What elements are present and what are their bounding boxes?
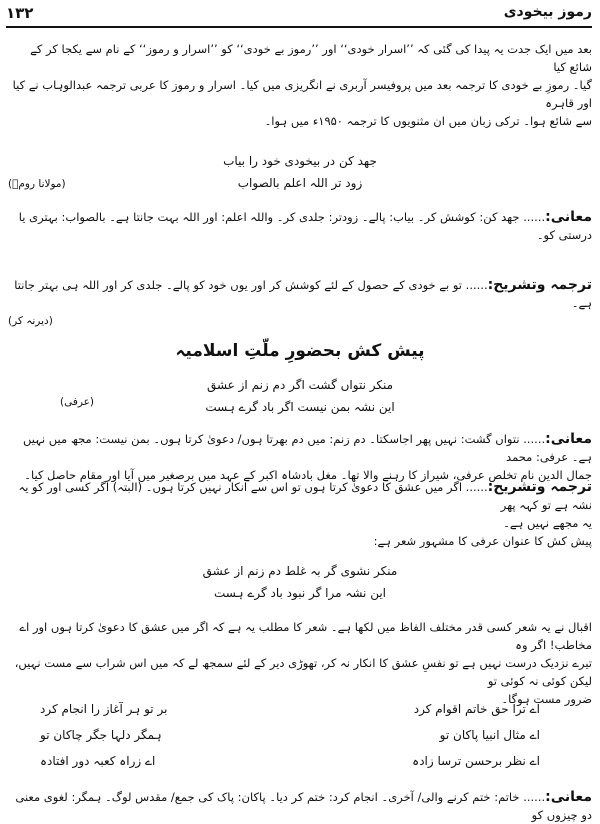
intro-paragraph	[8, 40, 592, 130]
translation-attribution: (دیرنہ کر)	[8, 315, 53, 327]
intro-line: گیا۔ رموزِ بے خودی کا ترجمہ بعد میں پروفیسر آربری نے انگریزی میں کیا۔ اسرار و رموز کا عربی ترجمہ عبدالوہاب نے کیا اور قاہرہ	[12, 78, 592, 110]
verse-one	[60, 150, 540, 194]
verse-line: منکر نتواں گشت اگر دم زنم از عشق	[206, 378, 394, 392]
meanings-label: معانی:	[545, 431, 592, 447]
meanings-text: ...... خاتم: ختم کرنے والی/ آخری۔ انجام کرد: ختم کر دیا۔ پاکان: پاک کی جمع/ مقدس لوگ۔ ہمگر: لغوی معنی دو چیزوں کو	[15, 790, 592, 822]
verse-three	[60, 560, 540, 604]
meanings-label: معانی:	[545, 209, 592, 225]
couplet-first-half: اے نظر برحسن ترسا زادہ	[412, 754, 540, 768]
meanings-label: معانی:	[545, 789, 592, 805]
verse-line: این نشہ مرا گر نبود باد گرے ہست	[213, 586, 387, 600]
couplet-first-half: اے ترا حق خاتم اقوام کرد	[413, 702, 540, 716]
translation-text: ...... تو بے خودی کے حصول کے لئے کوشش کر اور یوں خود کو پالے۔ جلدی کر اور اللہ ہی بہتر جانتا ہے۔	[14, 278, 592, 310]
explanation-line: تیرے نزدیک درست نہیں ہے تو نفسِ عشق کا انکار نہ کر، تھوڑی دیر کے لئے سمجھ لے کہ میں اس شراب سے مست نہیں، لیکن کوئی نہ کوئی تو	[14, 656, 592, 688]
meanings-text: جمال الدین نام تخلص عرفی، شیراز کا رہنے والا تھا۔ مغل بادشاہ اکبر کے عہد میں برصغیر میں آیا اور مقام حاصل کیا۔	[24, 468, 592, 482]
translation-text: پیش کش کا عنوان عرفی کا مشہور شعر ہے:	[373, 534, 592, 548]
translation-text: ...... اگر میں عشق کا دعویٰ کرتا ہوں تو اس سے انکار نہیں کرتا ہوں۔ (البتہ) اگر کسی اور کو یہ نشہ ہے تو کہہ پھر	[18, 480, 592, 512]
section-heading: پیش کش بحضورِ ملّتِ اسلامیہ	[175, 341, 425, 361]
couplet-row	[40, 748, 540, 774]
couplet-row	[40, 696, 540, 722]
verse-line: زود تر اللہ اعلم بالصواب	[237, 176, 363, 190]
translation-two	[8, 478, 592, 550]
translation-one	[8, 276, 592, 330]
verse-line: جهد کن در بیخودی خود را بیاب	[223, 154, 377, 168]
meanings-one	[8, 208, 592, 244]
meanings-text: ...... نتواں گشت: نہیں پھر اجاسکتا۔ دم زنم: میں دم بھرتا ہوں/ دعویٰ کرتا ہوں۔ بمن نیست: مجھ میں نہیں ہے۔ عرفی: محمد	[22, 432, 592, 464]
meanings-three	[8, 788, 592, 824]
page-number: ۱۳۲	[6, 4, 34, 22]
verse-attribution: (مولانا رومؒ)	[8, 178, 66, 190]
couplet-second-half: بر تو ہر آغاز را انجام کرد	[40, 702, 168, 716]
couplet-second-half: اے زراہ کعبہ دور افتادہ	[40, 754, 156, 768]
meanings-text: درستی کو۔	[536, 228, 592, 242]
verse-two	[60, 374, 540, 418]
couplet-first-half: اے مثال انبیا پاکان تو	[439, 728, 540, 742]
couplet-row	[40, 722, 540, 748]
intro-line: سے شائع ہوا۔ ترکی زبان میں ان مثنویوں کا ترجمہ ۱۹۵۰ء میں ہوا۔	[264, 114, 592, 128]
translation-label: ترجمہ وتشریح:	[487, 479, 592, 495]
verse-attribution: (عرفی)	[60, 396, 95, 408]
couplets	[40, 696, 540, 774]
meanings-two	[8, 430, 592, 484]
verse-line: منکر نشوی گر بہ غلط دم زنم از عشق	[202, 564, 398, 578]
meanings-text: ...... جهد کن: کوشش کر۔ بیاب: پالے۔ زودتر: جلدی کر۔ واللہ اعلم: اور اللہ بہت جانتا ہے۔ بالصواب: بہتری یا	[18, 210, 546, 224]
explanation-paragraph	[8, 618, 592, 708]
verse-line: این نشہ بمن نیست اگر باد گرے ہست	[205, 400, 395, 414]
translation-text: یہ مجھے نہیں ہے۔	[503, 516, 592, 530]
intro-line: بعد میں ایک جدت یہ پیدا کی گئی کہ ’’اسرار خودی‘‘ اور ’’رموز بے خودی‘‘ کو ’’اسرار و رموز‘‘ کے نام سے یکجا کر کے شائع کیا	[30, 42, 592, 74]
book-title: رموز بیخودی	[503, 4, 592, 20]
couplet-second-half: ہمگر دلہا جگر چاکان تو	[40, 728, 162, 742]
explanation-line: اقبال نے یہ شعر کسی قدر مختلف الفاظ میں لکھا ہے۔ شعر کا مطلب یہ ہے کہ اگر میں عشق کا دعویٰ کرتا ہوں اور اے مخاطب! اگر وہ	[19, 620, 592, 652]
explanation-line: ضرور مست ہوگا۔	[501, 692, 592, 706]
page-header	[6, 4, 592, 28]
translation-label: ترجمہ وتشریح:	[487, 277, 592, 293]
